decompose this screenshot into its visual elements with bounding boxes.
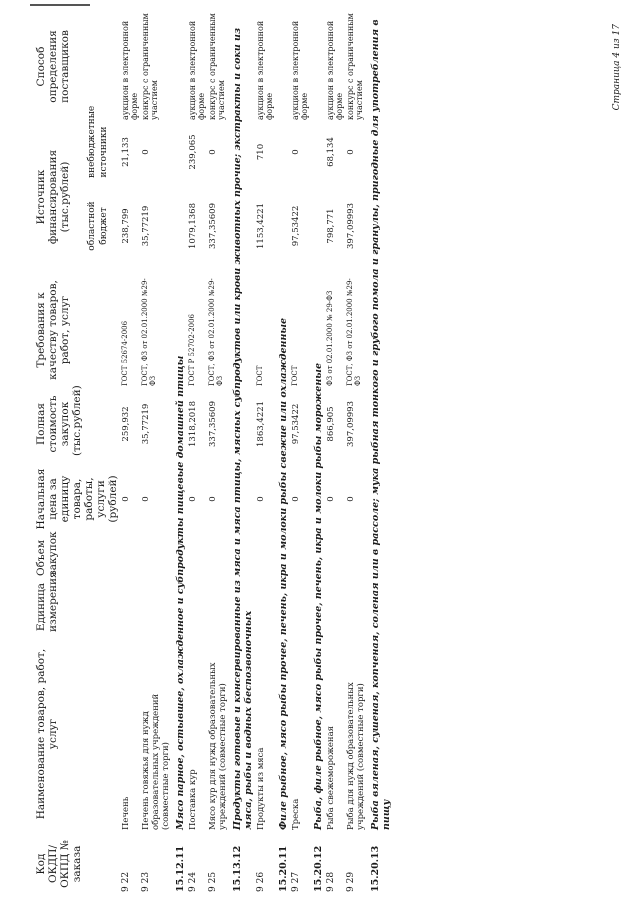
requirements-cell: ГОСТ Р 52702-2006: [188, 313, 196, 386]
start-price-cell: 0: [208, 496, 218, 502]
table-row: [140, 10, 172, 895]
header-full-cost: Полная стоимость закупок (тыс.рублей): [35, 385, 83, 456]
table-header-row: [34, 10, 85, 895]
section-code: 15.13.12: [232, 845, 243, 892]
procurement-table: [34, 10, 393, 895]
regional-budget-cell: 1153,4221: [256, 203, 266, 249]
table-row: [345, 10, 367, 895]
unit-cell: [345, 579, 367, 635]
unit-cell: [140, 579, 172, 635]
order-code: 9 22: [121, 871, 131, 892]
volume-cell: [290, 539, 310, 579]
section-title: Рыба вяленая, сушеная, копченая, соленая или в рассоле; мука рыбная тонкого и грубого помола и гранулы, пригодные для употребления в пищу: [370, 19, 392, 830]
requirements-cell: ГОСТ: [256, 365, 264, 386]
full-cost-cell: 35,77219: [141, 403, 151, 445]
full-cost-cell: 97,53422: [291, 403, 301, 445]
start-price-cell: 0: [188, 496, 198, 502]
unit-cell: [290, 579, 310, 635]
offbudget-cell: 68,134: [326, 137, 336, 167]
page-number: Страница 4 из 17: [612, 24, 622, 111]
volume-cell: [345, 539, 367, 579]
requirements-cell: ГОСТ, ФЗ от 02.01.2000 №29-ФЗ: [141, 278, 157, 386]
item-name: Рыба для нужд образовательных учреждений (совместные торги): [346, 682, 366, 830]
full-cost-cell: 337,35609: [208, 401, 218, 447]
header-name: Наименование товаров, работ, услуг: [35, 648, 59, 820]
offbudget-cell: 21,133: [121, 137, 131, 167]
requirements-cell: ГОСТ, ФЗ от 02.01.2000 №29-ФЗ: [346, 278, 362, 386]
full-cost-cell: 1318,2018: [188, 401, 198, 447]
page-edge-mark: [30, 4, 90, 6]
method-cell: аукцион в электронной форме: [188, 20, 206, 120]
item-name: Печень говяжья для нужд образовательных учреждений (совместные торги): [141, 693, 171, 830]
header-funding-regional: областной бюджет: [87, 201, 110, 251]
section-row: [172, 10, 187, 895]
header-start-price: Начальная цена за единицу товара, работы, услуги (рублей): [35, 468, 119, 530]
full-cost-cell: 259,932: [121, 406, 131, 442]
method-cell: аукцион в электронной форме: [326, 20, 344, 120]
requirements-cell: ГОСТ: [291, 365, 299, 386]
header-funding: Источник финансирования (тыс.рублей): [35, 149, 71, 245]
start-price-cell: 0: [326, 496, 336, 502]
start-price-cell: 0: [141, 496, 151, 502]
order-code: 9 25: [208, 871, 218, 892]
header-code: Код ОКДП/ ОКПД № заказа: [35, 840, 83, 888]
start-price-cell: 0: [121, 496, 131, 502]
method-cell: аукцион в электронной форме: [291, 20, 309, 120]
volume-cell: [187, 539, 207, 579]
start-price-cell: 0: [346, 496, 356, 502]
table-row: [187, 10, 207, 895]
section-code: 15.12.11: [175, 845, 186, 892]
header-funding-offbudget: внебюджетные источники: [87, 105, 110, 178]
section-code: 15.20.13: [370, 845, 381, 892]
requirements-cell: ГОСТ 52674-2006: [121, 320, 129, 386]
order-code: 9 23: [141, 871, 151, 892]
volume-cell: [140, 539, 172, 579]
table-row: [290, 10, 310, 895]
section-row: [310, 10, 325, 895]
volume-cell: [325, 539, 345, 579]
table-row: [255, 10, 275, 895]
header-requirements: Требования к качеству товаров, работ, услуг: [35, 280, 71, 380]
order-code: 9 28: [326, 871, 336, 892]
requirements-cell: ГОСТ, ФЗ от 02.01.2000 №29-ФЗ: [208, 278, 224, 386]
item-name: Продукты из мяса: [256, 747, 266, 830]
regional-budget-cell: 798,771: [326, 208, 336, 244]
order-code: 9 27: [291, 871, 301, 892]
method-cell: аукцион в электронной форме: [121, 20, 139, 120]
item-name: Печень: [121, 796, 131, 830]
offbudget-cell: 0: [141, 149, 151, 155]
method-cell: аукцион в электронной форме: [256, 20, 274, 120]
volume-cell: [207, 539, 229, 579]
full-cost-cell: 866,905: [326, 406, 336, 442]
section-row: [229, 10, 255, 895]
full-cost-cell: 1863,4221: [256, 401, 266, 447]
requirements-cell: ФЗ от 02.01.2000 № 29-ФЗ: [326, 290, 334, 386]
method-cell: конкурс с ограниченным участием: [141, 13, 159, 120]
unit-cell: [187, 579, 207, 635]
section-code: 15.20.12: [313, 845, 324, 892]
regional-budget-cell: 397,09993: [346, 203, 356, 249]
table-row: [325, 10, 345, 895]
offbudget-cell: 710: [256, 143, 266, 161]
item-name: Треска: [291, 798, 301, 830]
method-cell: конкурс с ограниченным участием: [208, 13, 226, 120]
method-cell: конкурс с ограниченным участием: [346, 13, 364, 120]
section-code: 15.20.11: [278, 845, 289, 892]
section-title: Филе рыбное, мясо рыбы прочее, печень, икра и молоки рыбы свежие или охлажденные: [278, 317, 289, 830]
regional-budget-cell: 1079,1368: [188, 203, 198, 249]
volume-cell: [120, 539, 140, 579]
offbudget-cell: 0: [346, 149, 356, 155]
section-title: Рыба, филе рыбное, мясо рыбы прочее, печень, икра и молоки рыбы мороженые: [313, 363, 324, 830]
header-method: Способ определения поставщиков: [35, 30, 71, 103]
order-code: 9 24: [188, 871, 198, 892]
item-name: Рыба свежемороженая: [326, 725, 336, 830]
section-row: [275, 10, 290, 895]
regional-budget-cell: 238,799: [121, 208, 131, 244]
order-code: 9 26: [256, 871, 266, 892]
unit-cell: [325, 579, 345, 635]
start-price-cell: 0: [256, 496, 266, 502]
section-title: Мясо парное, остывшее, охлажденное и субпродукты пищевые домашней птицы: [175, 355, 186, 830]
table-row: [120, 10, 140, 895]
header-volume: Объем закупок: [35, 531, 59, 576]
offbudget-cell: 0: [291, 149, 301, 155]
start-price-cell: 0: [291, 496, 301, 502]
full-cost-cell: 397,09993: [346, 401, 356, 447]
unit-cell: [207, 579, 229, 635]
offbudget-cell: 239,065: [188, 134, 198, 170]
table-body: [120, 10, 393, 895]
offbudget-cell: 0: [208, 149, 218, 155]
item-name: Поставка кур: [188, 769, 198, 830]
volume-cell: [255, 539, 275, 579]
section-title: Продукты готовые и консервированные из мяса и мяса птицы, мясных субпродуктов или крови животных прочие; экстракты и соки из мяса, рыбы и водных беспозвоночных: [232, 27, 254, 830]
order-code: 9 29: [346, 871, 356, 892]
unit-cell: [255, 579, 275, 635]
regional-budget-cell: 35,77219: [141, 205, 151, 247]
header-unit: Единица измерения: [35, 571, 59, 632]
regional-budget-cell: 337,35609: [208, 203, 218, 249]
table-row: [207, 10, 229, 895]
regional-budget-cell: 97,53422: [291, 205, 301, 247]
item-name: Мясо кур для нужд образовательных учреждений (совместные торги): [208, 662, 228, 830]
section-row: [367, 10, 393, 895]
unit-cell: [120, 579, 140, 635]
